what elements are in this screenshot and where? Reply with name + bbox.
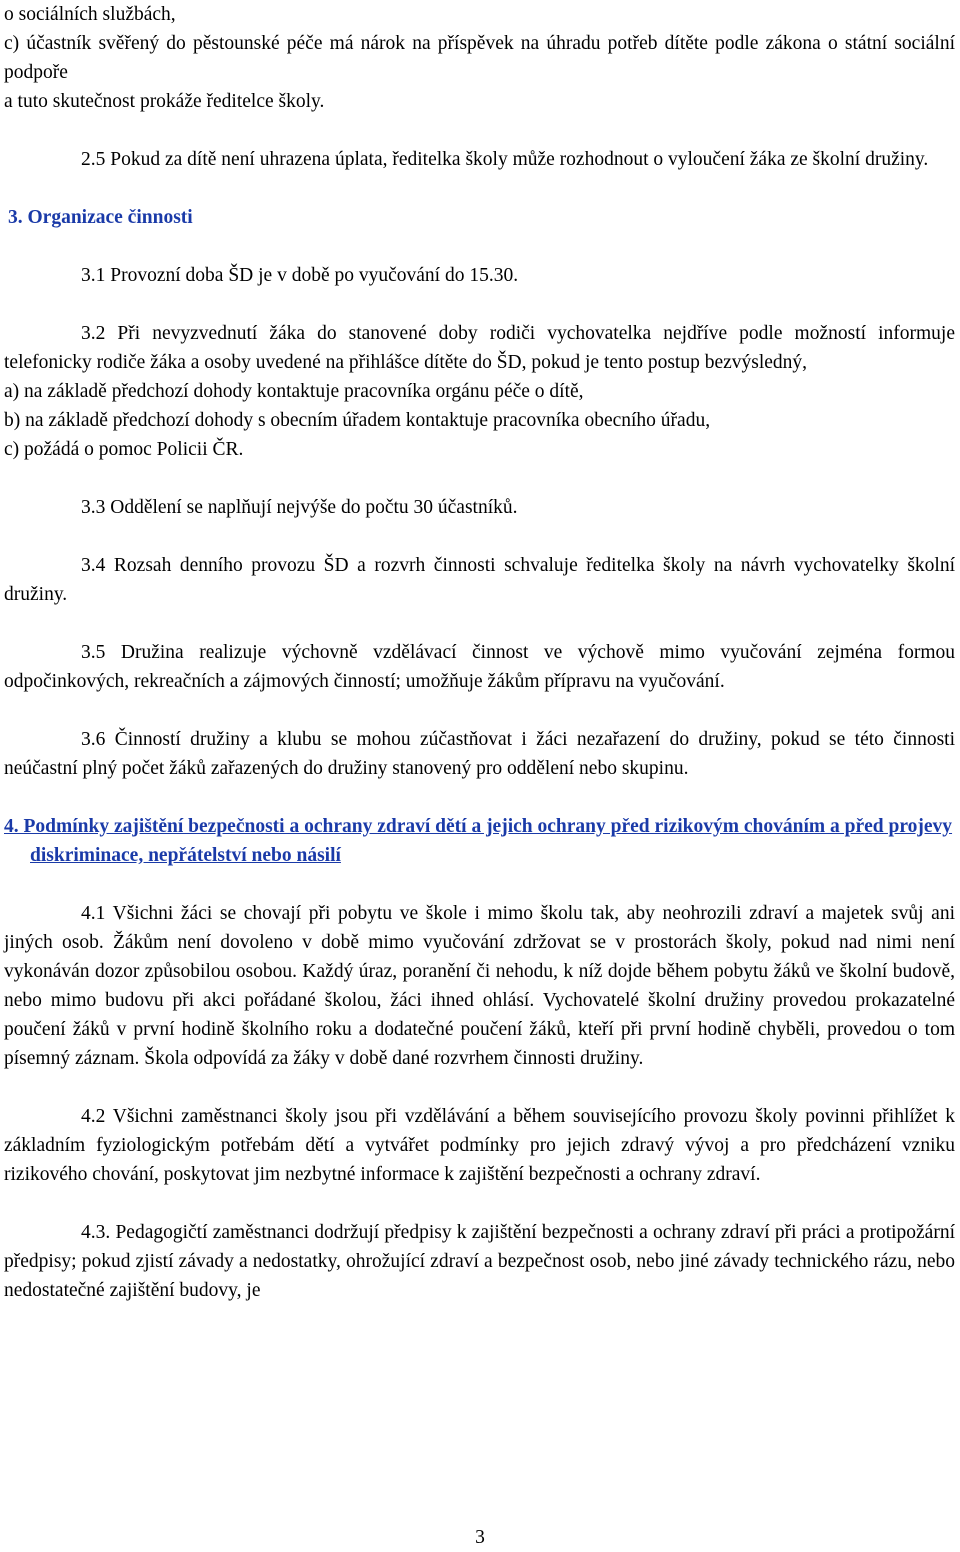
intro-line-3: a tuto skutečnost prokáže ředitelce školy. [4,91,325,112]
paragraph-3-4: 3.4 Rozsah denního provozu ŠD a rozvrh činnosti schvaluje ředitelka školy na návrh vychovatelky školní družiny. [4,555,955,605]
paragraph-4-3: 4.3. Pedagogičtí zaměstnanci dodržují předpisy k zajištění bezpečnosti a ochrany zdraví při práci a protipožární předpisy; pokud zjistí závady a nedostatky, ohrožující zdraví a bezpečnost osob, nebo jiné závady technického rázu, nebo nedostatečné zajištění budovy, je [4,1222,955,1301]
paragraph-3-2-item-a: a) na základě předchozí dohody kontaktuje pracovníka orgánu péče o dítě, [4,381,584,402]
paragraph-2-5: 2.5 Pokud za dítě není uhrazena úplata, ředitelka školy může rozhodnout o vyloučení žáka ze školní družiny. [81,149,929,170]
section-heading-3: 3. Organizace činnosti [8,207,193,228]
document-page [4,0,955,1305]
paragraph-3-2-item-c: c) požádá o pomoc Policii ČR. [4,439,244,460]
paragraph-3-1: 3.1 Provozní doba ŠD je v době po vyučování do 15.30. [81,265,519,286]
intro-line-1: o sociálních službách, [4,4,176,25]
section-heading-4: 4. Podmínky zajištění bezpečnosti a ochrany zdraví dětí a jejich ochrany před rizikovým chováním a před projevy diskriminace, nepřátelství nebo násilí [4,816,953,866]
intro-line-2: c) účastník svěřený do pěstounské péče má nárok na příspěvek na úhradu potřeb dítěte podle zákona o státní sociální podpoře [4,33,955,83]
paragraph-3-2: 3.2 Při nevyzvednutí žáka do stanovené doby rodiči vychovatelka nejdříve podle možností informuje telefonicky rodiče žáka a osoby uvedené na přihlášce dítěte do ŠD, pokud je tento postup bezvýsledný, [4,323,955,373]
paragraph-3-2-item-b: b) na základě předchozí dohody s obecním úřadem kontaktuje pracovníka obecního úřadu, [4,410,711,431]
page-number: 3 [475,1527,485,1548]
paragraph-4-1: 4.1 Všichni žáci se chovají při pobytu ve škole i mimo školu tak, aby neohrozili zdraví a majetek svůj ani jiných osob. Žákům není dovoleno v době mimo vyučování zdržovat se v prostorách školy, pokud nad nimi není vykonáván dozor způsobilou osobou. Každý úraz, poranění či nehodu, k níž dojde během pobytu žáků ve školní budově, nebo mimo budovu při akci pořádané školou, žáci ihned ohlásí. Vychovatelé školní družiny provedou prokazatelné poučení žáků v první hodině školního roku a dodatečné poučení žáků, kteří při první hodině chyběli, provedou o tom písemný záznam. Škola odpovídá za žáky v době dané rozvrhem činnosti družiny. [4,903,955,1069]
paragraph-3-5: 3.5 Družina realizuje výchovně vzdělávací činnost ve výchově mimo vyučování zejména formou odpočinkových, rekreačních a zájmových činností; umožňuje žákům přípravu na vyučování. [4,642,955,692]
paragraph-3-3: 3.3 Oddělení se naplňují nejvýše do počtu 30 účastníků. [81,497,518,518]
paragraph-4-2: 4.2 Všichni zaměstnanci školy jsou při vzdělávání a během souvisejícího provozu školy povinni přihlížet k základním fyziologickým potřebám dětí a vytvářet podmínky pro jejich zdravý vývoj a pro předcházení vzniku rizikového chování, poskytovat jim nezbytné informace k zajištění bezpečnosti a ochrany zdraví. [4,1106,955,1185]
paragraph-3-6: 3.6 Činností družiny a klubu se mohou zúčastňovat i žáci nezařazení do družiny, pokud se této činnosti neúčastní plný počet žáků zařazených do družiny stanovený pro oddělení nebo skupinu. [4,729,955,779]
